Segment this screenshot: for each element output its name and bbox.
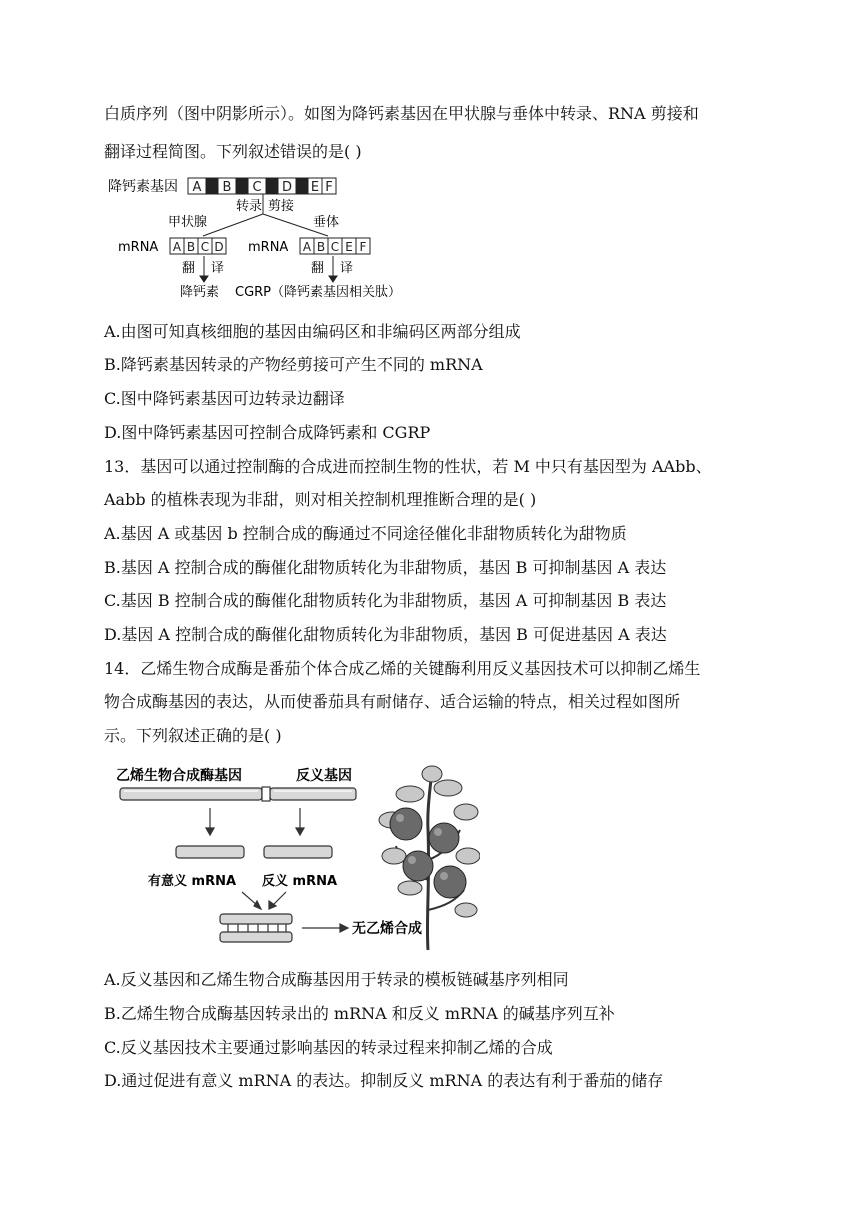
fig1-translate-left-2: 译 <box>211 261 225 276</box>
antisense-gene-diagram <box>110 760 480 952</box>
dna-bar <box>120 787 356 801</box>
left-mrna-seg-d: D <box>214 240 224 254</box>
fig1-gene-label: 降钙素基因 <box>108 179 178 195</box>
fig1-left-mrna-label: mRNA <box>118 240 159 255</box>
fig2-antisense-gene-label: 反义基因 <box>296 768 352 784</box>
fig1-left-tissue: 甲状腺 <box>168 215 208 230</box>
q14-option-c: C.反义基因技术主要通过影响基因的转录过程来抑制乙烯的合成 <box>104 1038 553 1057</box>
q14-line-3: 示。下列叙述正确的是( ) <box>104 726 282 745</box>
intro-line-1: 白质序列（图中阴影所示）。如图为降钙素基因在甲状腺与垂体中转录、RNA 剪接和 <box>104 104 699 123</box>
fig1-right-tissue: 垂体 <box>313 215 340 230</box>
q13-option-a: A.基因 A 或基因 b 控制合成的酶通过不同途径催化非甜物质转化为甜物质 <box>104 524 627 543</box>
q13-option-b: B.基因 A 控制合成的酶催化甜物质转化为非甜物质，基因 B 可抑制基因 A 表达 <box>104 558 667 577</box>
gene-seg-a: A <box>192 180 202 195</box>
right-mrna-seg-b: B <box>316 240 326 254</box>
fig2-sense-mrna-label: 有意义 mRNA <box>148 874 237 889</box>
right-mrna-seg-c: C <box>330 240 340 254</box>
q13-option-c: C.基因 B 控制合成的酶催化甜物质转化为非甜物质，基因 A 可抑制基因 B 表达 <box>104 591 667 610</box>
gene-seg-b: B <box>222 180 232 195</box>
fig1-left-product: 降钙素 <box>180 285 220 300</box>
fig2-antisense-mrna-label: 反义 mRNA <box>262 874 338 889</box>
fig1-right-mrna-label: mRNA <box>248 240 289 255</box>
q14-option-a: A.反义基因和乙烯生物合成酶基因用于转录的模板链碱基序列相同 <box>104 970 569 989</box>
q12-option-b: B.降钙素基因转录的产物经剪接可产生不同的 mRNA <box>104 355 483 374</box>
q13-line-2: Aabb 的植株表现为非甜，则对相关控制机理推断合理的是( ) <box>104 490 537 509</box>
q14-line-1: 14．乙烯生物合成酶是番茄个体合成乙烯的关键酶利用反义基因技术可以抑制乙烯生 <box>104 659 701 678</box>
left-mrna-seg-a: A <box>172 240 182 254</box>
q12-option-c: C.图中降钙素基因可边转录边翻译 <box>104 389 345 408</box>
fig1-transcribe-label: 转录 <box>236 199 263 214</box>
fig2-result-label: 无乙烯合成 <box>352 921 422 937</box>
branch-lines <box>203 194 328 236</box>
q12-option-a: A.由图可知真核细胞的基因由编码区和非编码区两部分组成 <box>104 322 521 341</box>
pairing-arrows <box>242 892 286 909</box>
antisense-mrna-shape <box>264 846 332 858</box>
sense-mrna-shape <box>176 846 244 858</box>
gene-seg-e: E <box>310 180 320 195</box>
q12-option-d: D.图中降钙素基因可控制合成降钙素和 CGRP <box>104 423 431 442</box>
fig1-splice-label: 剪接 <box>268 199 295 214</box>
q13-option-d: D.基因 A 控制合成的酶催化甜物质转化为非甜物质，基因 B 可促进基因 A 表达 <box>104 625 667 644</box>
gene-seg-f: F <box>325 180 333 195</box>
fig1-translate-left-1: 翻 <box>182 261 196 276</box>
intro-line-2: 翻译过程简图。下列叙述错误的是( ) <box>104 142 362 161</box>
right-mrna-seg-e: E <box>345 240 353 254</box>
right-mrna-seg-a: A <box>302 240 312 254</box>
left-mrna-seg-b: B <box>186 240 196 254</box>
q14-option-b: B.乙烯生物合成酶基因转录出的 mRNA 和反义 mRNA 的碱基序列互补 <box>104 1004 615 1023</box>
hybrid-duplex <box>220 914 292 942</box>
fig2-gene-label: 乙烯生物合成酶基因 <box>116 768 242 784</box>
transcription-arrows <box>206 808 304 835</box>
q13-line-1: 13．基因可以通过控制酶的合成进而控制生物的性状，若 M 中只有基因型为 AAbb、 <box>104 457 712 476</box>
fig1-translate-right-2: 译 <box>340 261 354 276</box>
q14-option-d: D.通过促进有意义 mRNA 的表达。抑制反义 mRNA 的表达有利于番茄的储存 <box>104 1071 664 1090</box>
gene-seg-d: D <box>281 180 293 195</box>
right-mrna-seg-f: F <box>359 240 367 254</box>
q14-line-2: 物合成酶基因的表达，从而使番茄具有耐储存、适合运输的特点，相关过程如图所 <box>104 692 681 711</box>
result-arrow <box>302 924 348 932</box>
gene-seg-c: C <box>252 180 262 195</box>
left-mrna-seg-c: C <box>200 240 210 254</box>
fig1-translate-right-1: 翻 <box>311 261 325 276</box>
fig1-right-product: CGRP（降钙素基因相关肽） <box>235 285 402 300</box>
calcitonin-gene-diagram <box>108 174 438 304</box>
